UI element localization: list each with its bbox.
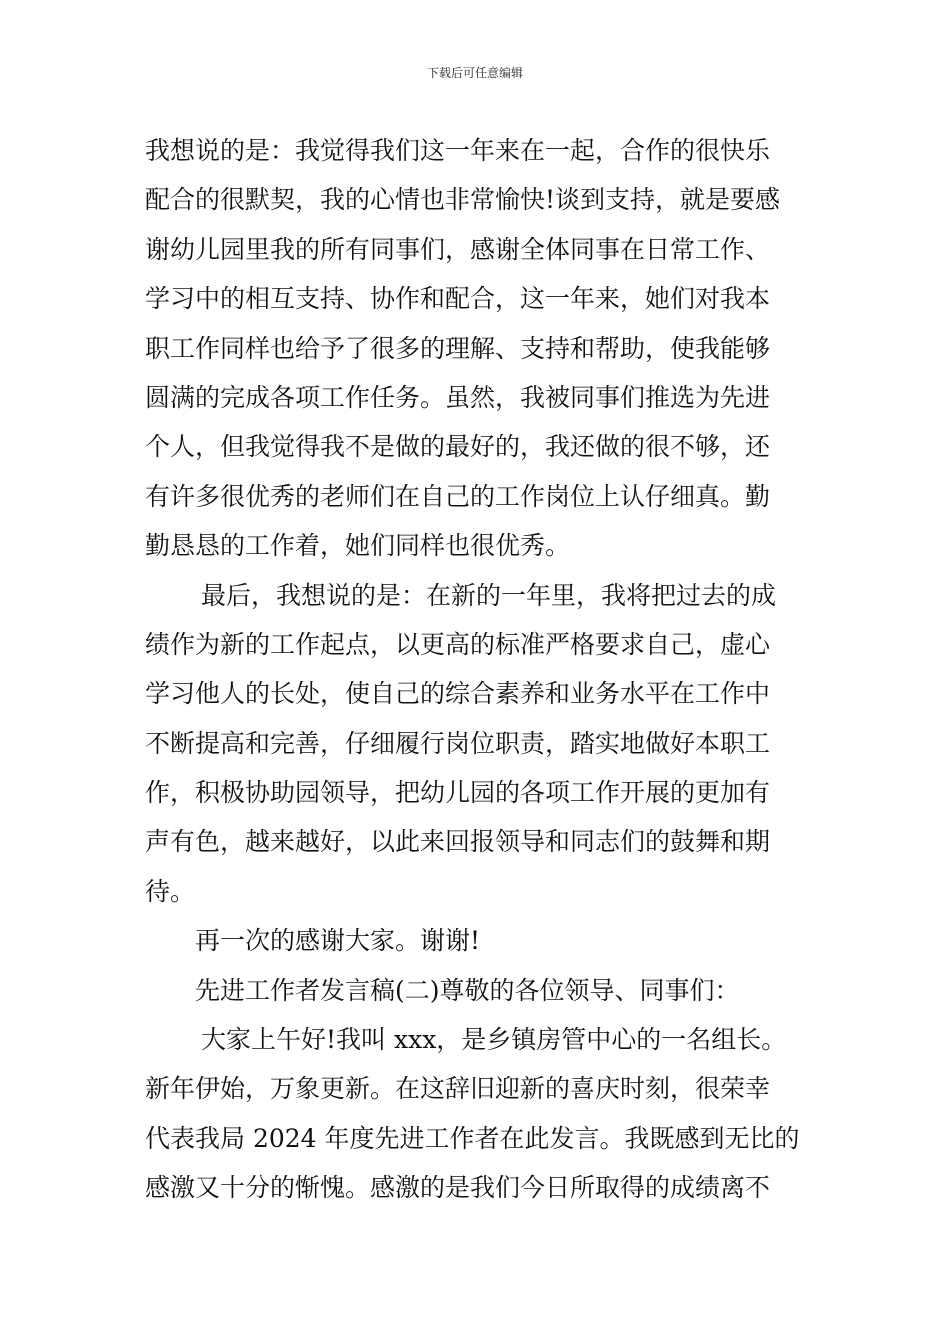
text-line: 学习他人的长处，使自己的综合素养和业务水平在工作中 [145, 679, 771, 709]
text-line: 个人，但我觉得我不是做的最好的，我还做的很不够，还 [145, 432, 771, 462]
text-line: 谢幼儿园里我的所有同事们，感谢全体同事在日常工作、 [145, 234, 771, 264]
text-line: 再一次的感谢大家。谢谢! [195, 926, 481, 956]
text-line: 大家上午好!我叫 xxx，是乡镇房管中心的一名组长。 [201, 1025, 787, 1055]
text-line: 绩作为新的工作起点，以更高的标准严格要求自己，虚心 [145, 629, 771, 659]
page-header: 下载后可任意编辑 [426, 66, 523, 80]
text-line: 职工作同样也给予了很多的理解、支持和帮助，使我能够 [145, 333, 771, 363]
text-line: 不断提高和完善，仔细履行岗位职责，踏实地做好本职工 [145, 728, 771, 758]
text-line: 感激又十分的惭愧。感激的是我们今日所取得的成绩离不 [145, 1173, 771, 1203]
text-line: 最后，我想说的是：在新的一年里，我将把过去的成 [201, 580, 777, 610]
text-line: 有许多很优秀的老师们在自己的工作岗位上认仔细真。勤 [145, 481, 771, 511]
text-line: 圆满的完成各项工作任务。虽然，我被同事们推选为先进 [145, 382, 771, 412]
text-line: 学习中的相互支持、协作和配合，这一年来，她们对我本 [145, 284, 771, 314]
text-line: 配合的很默契，我的心情也非常愉快!谈到支持，就是要感 [145, 185, 781, 215]
text-line: 声有色，越来越好，以此来回报领导和同志们的鼓舞和期 [145, 827, 771, 857]
text-line: 先进工作者发言稿(二)尊敬的各位领导、同事们： [195, 975, 740, 1005]
text-line: 新年伊始，万象更新。在这辞旧迎新的喜庆时刻，很荣幸 [145, 1074, 771, 1104]
text-line: 待。 [145, 876, 196, 906]
text-line: 勤恳恳的工作着，她们同样也很优秀。 [145, 531, 571, 561]
text-line: 代表我局 2024 年度先进工作者在此发言。我既感到无比的 [145, 1123, 800, 1153]
text-line: 我想说的是：我觉得我们这一年来在一起，合作的很快乐 [145, 136, 771, 165]
text-line: 作，积极协助园领导，把幼儿园的各项工作开展的更加有 [145, 778, 771, 808]
document-body [145, 126, 810, 1213]
